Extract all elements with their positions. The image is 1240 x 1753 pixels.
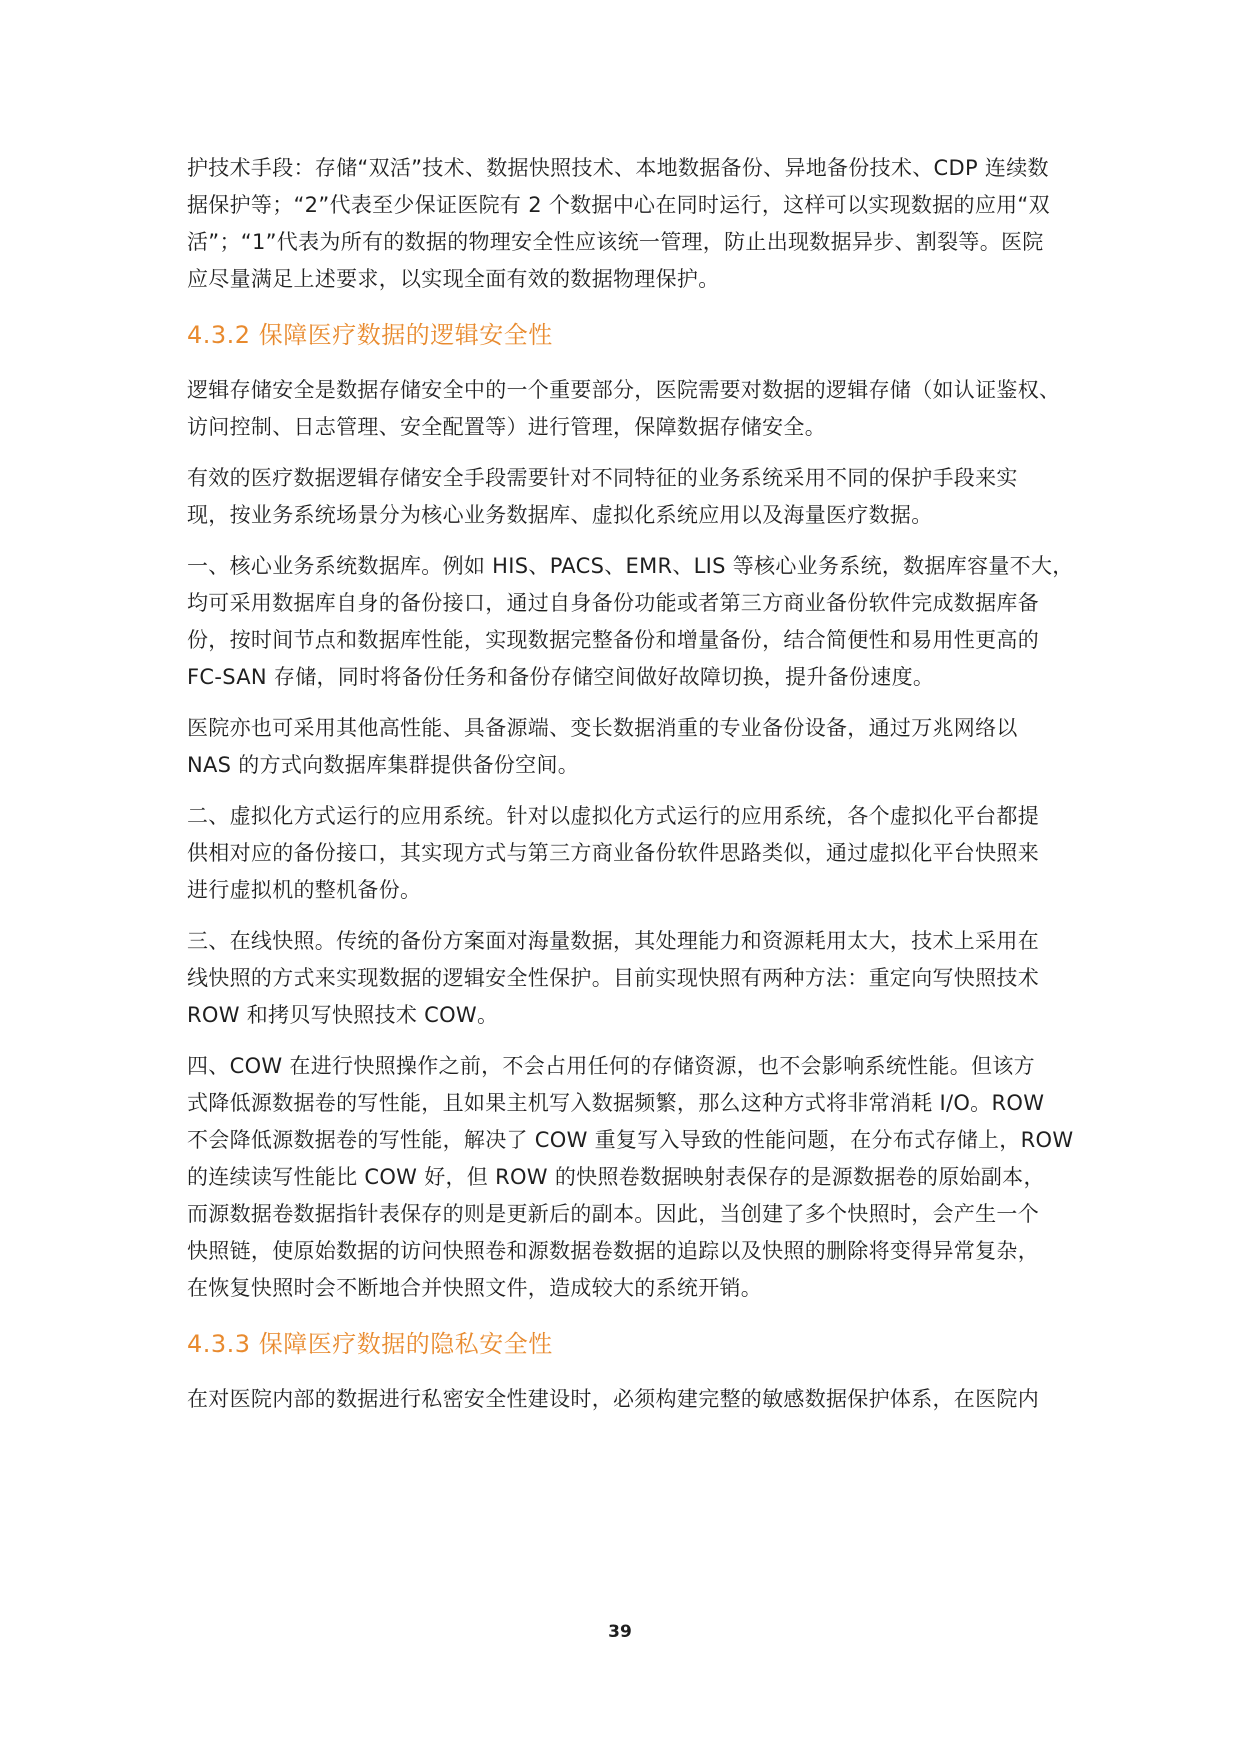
text-line: NAS 的方式向数据库集群提供备份空间。 (187, 753, 580, 777)
text-line: 四、COW 在进行快照操作之前，不会占用任何的存储资源，也不会影响系统性能。但该方 (187, 1054, 1035, 1078)
text-line: 三、在线快照。传统的备份方案面对海量数据，其处理能力和资源耗用太大，技术上采用在 (187, 929, 1039, 953)
text-line: 进行虚拟机的整机备份。 (187, 878, 422, 902)
text-line: ROW 和拷贝写快照技术 COW。 (187, 1003, 499, 1027)
paragraph-backup-devices (187, 710, 1053, 784)
paragraph-virtualization (187, 798, 1053, 909)
text-line: 有效的医疗数据逻辑存储安全手段需要针对不同特征的业务系统采用不同的保护手段来实 (187, 466, 1018, 490)
text-line: 份，按时间节点和数据库性能，实现数据完整备份和增量备份，结合简便性和易用性更高的 (187, 628, 1039, 652)
text-line: 活”；“1”代表为所有的数据的物理安全性应该统一管理，防止出现数据异步、割裂等。医院 (187, 230, 1044, 254)
text-line: 供相对应的备份接口，其实现方式与第三方商业备份软件思路类似，通过虚拟化平台快照来 (187, 841, 1039, 865)
text-line: 医院亦也可采用其他高性能、具备源端、变长数据消重的专业备份设备，通过万兆网络以 (187, 716, 1018, 740)
text-line: 的连续读写性能比 COW 好，但 ROW 的快照卷数据映射表保存的是源数据卷的原始副本， (187, 1165, 1045, 1189)
text-line: 式降低源数据卷的写性能，且如果主机写入数据频繁，那么这种方式将非常消耗 I/O。ROW (187, 1091, 1045, 1115)
text-line: 快照链，使原始数据的访问快照卷和源数据卷数据的追踪以及快照的删除将变得异常复杂， (187, 1239, 1039, 1263)
paragraph-logical-storage (187, 372, 1061, 446)
page-number: 39 (608, 1622, 632, 1642)
text-line: 应尽量满足上述要求，以实现全面有效的数据物理保护。 (187, 267, 720, 291)
text-line: 不会降低源数据卷的写性能，解决了 COW 重复写入导致的性能问题，在分布式存储上，ROW (187, 1128, 1074, 1152)
paragraph-online-snapshot (187, 923, 1053, 1034)
text-line: 访问控制、日志管理、安全配置等）进行管理，保障数据存储安全。 (187, 415, 826, 439)
text-line: 据保护等；“2”代表至少保证医院有 2 个数据中心在同时运行，这样可以实现数据的应用“双 (187, 193, 1050, 217)
text-line: FC-SAN 存储，同时将备份任务和备份存储空间做好故障切换，提升备份速度。 (187, 665, 935, 689)
paragraph-physical-protection (187, 150, 1053, 298)
section-heading-4-3-3: 4.3.3 保障医疗数据的隐私安全性 (187, 1330, 553, 1358)
text-line: 线快照的方式来实现数据的逻辑安全性保护。目前实现快照有两种方法：重定向写快照技术 (187, 966, 1039, 990)
text-line: 在恢复快照时会不断地合并快照文件，造成较大的系统开销。 (187, 1276, 763, 1300)
paragraph-effective-means (187, 460, 1053, 534)
text-line: 护技术手段：存储“双活”技术、数据快照技术、本地数据备份、异地备份技术、CDP 连续数 (187, 156, 1049, 180)
text-line: 均可采用数据库自身的备份接口，通过自身备份功能或者第三方商业备份软件完成数据库备 (187, 591, 1039, 615)
text-line: 一、核心业务系统数据库。例如 HIS、PACS、EMR、LIS 等核心业务系统，数据库容量不大， (187, 554, 1074, 578)
text-line: 二、虚拟化方式运行的应用系统。针对以虚拟化方式运行的应用系统，各个虚拟化平台都提 (187, 804, 1039, 828)
paragraph-cow-row (187, 1048, 1074, 1307)
page-content (187, 150, 1074, 1432)
paragraph-privacy-security (187, 1381, 1053, 1418)
text-line: 现，按业务系统场景分为核心业务数据库、虚拟化系统应用以及海量医疗数据。 (187, 503, 933, 527)
text-line: 逻辑存储安全是数据存储安全中的一个重要部分，医院需要对数据的逻辑存储（如认证鉴权、 (187, 378, 1061, 402)
section-heading-4-3-2: 4.3.2 保障医疗数据的逻辑安全性 (187, 321, 553, 349)
text-line: 而源数据卷数据指针表保存的则是更新后的副本。因此，当创建了多个快照时，会产生一个 (187, 1202, 1039, 1226)
text-line: 在对医院内部的数据进行私密安全性建设时，必须构建完整的敏感数据保护体系，在医院内 (187, 1387, 1039, 1411)
paragraph-core-database (187, 548, 1074, 696)
